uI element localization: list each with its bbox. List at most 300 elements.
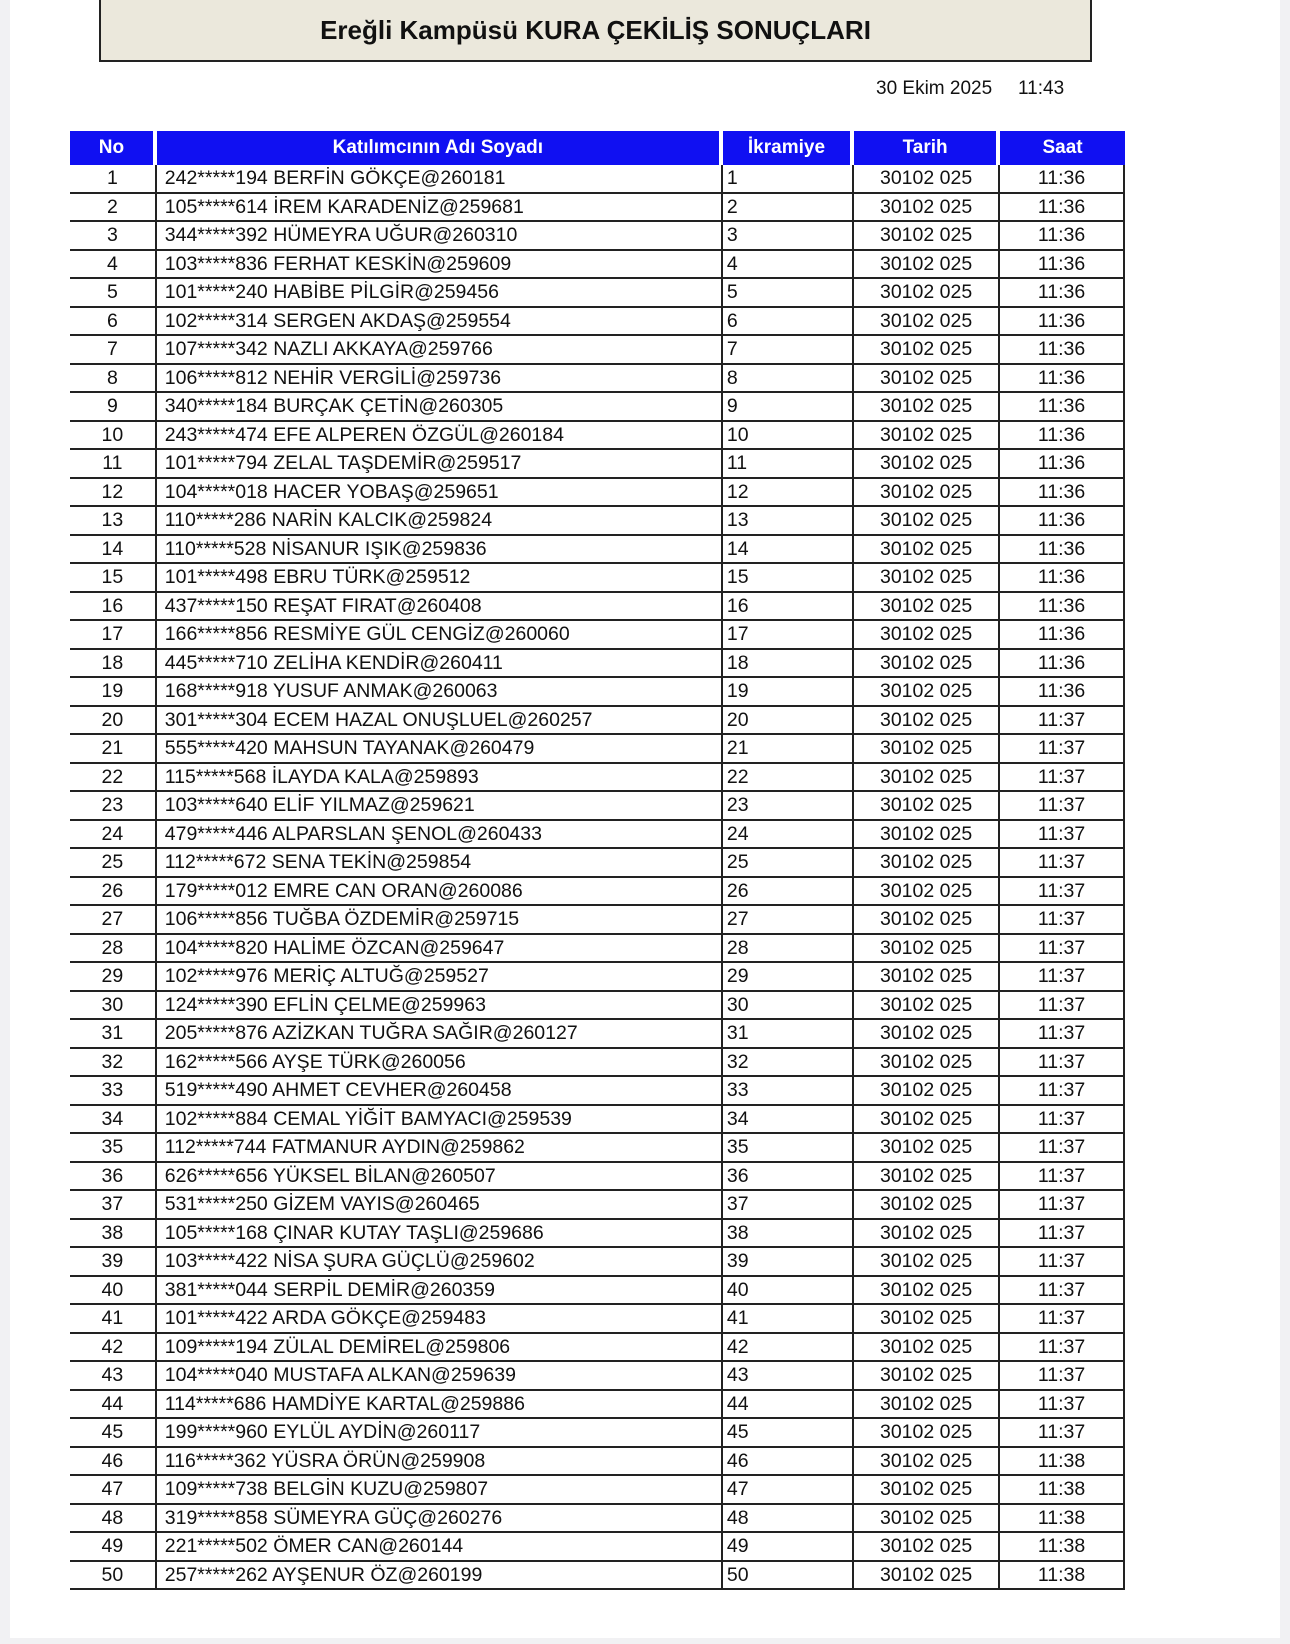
row-number: 38 <box>70 1220 157 1249</box>
draw-date: 30102 025 <box>854 735 1000 764</box>
table-row <box>70 593 1125 622</box>
column-header-date: Tarih <box>854 131 1000 165</box>
row-number: 43 <box>70 1362 157 1391</box>
prize-number: 5 <box>723 279 854 308</box>
draw-time: 11:36 <box>1000 422 1125 451</box>
table-row <box>70 1362 1125 1391</box>
draw-time: 11:37 <box>1000 849 1125 878</box>
draw-date: 30102 025 <box>854 165 1000 194</box>
draw-date: 30102 025 <box>854 1476 1000 1505</box>
draw-date: 30102 025 <box>854 1191 1000 1220</box>
draw-date: 30102 025 <box>854 422 1000 451</box>
prize-number: 45 <box>723 1419 854 1448</box>
draw-time: 11:37 <box>1000 1049 1125 1078</box>
draw-date: 30102 025 <box>854 1077 1000 1106</box>
row-number: 47 <box>70 1476 157 1505</box>
prize-number: 25 <box>723 849 854 878</box>
table-row <box>70 1220 1125 1249</box>
draw-time: 11:36 <box>1000 222 1125 251</box>
prize-number: 16 <box>723 593 854 622</box>
prize-number: 34 <box>723 1106 854 1135</box>
prize-number: 49 <box>723 1533 854 1562</box>
table-row <box>70 1163 1125 1192</box>
table-row <box>70 336 1125 365</box>
table-row <box>70 1419 1125 1448</box>
report-date: 30 Ekim 2025 <box>876 78 993 99</box>
draw-date: 30102 025 <box>854 222 1000 251</box>
prize-number: 33 <box>723 1077 854 1106</box>
draw-date: 30102 025 <box>854 393 1000 422</box>
row-number: 24 <box>70 821 157 850</box>
participant-name: 114*****686 HAMDİYE KARTAL@259886 <box>157 1391 723 1420</box>
prize-number: 10 <box>723 422 854 451</box>
row-number: 25 <box>70 849 157 878</box>
participant-name: 162*****566 AYŞE TÜRK@260056 <box>157 1049 723 1078</box>
prize-number: 9 <box>723 393 854 422</box>
row-number: 27 <box>70 906 157 935</box>
document-page <box>10 0 1280 1638</box>
table-row <box>70 251 1125 280</box>
draw-time: 11:37 <box>1000 1106 1125 1135</box>
prize-number: 35 <box>723 1134 854 1163</box>
participant-name: 179*****012 EMRE CAN ORAN@260086 <box>157 878 723 907</box>
draw-date: 30102 025 <box>854 564 1000 593</box>
row-number: 3 <box>70 222 157 251</box>
draw-time: 11:36 <box>1000 507 1125 536</box>
row-number: 28 <box>70 935 157 964</box>
row-number: 21 <box>70 735 157 764</box>
draw-time: 11:37 <box>1000 992 1125 1021</box>
draw-time: 11:38 <box>1000 1505 1125 1534</box>
draw-time: 11:37 <box>1000 1305 1125 1334</box>
table-row <box>70 1391 1125 1420</box>
table-row <box>70 450 1125 479</box>
participant-name: 103*****836 FERHAT KESKİN@259609 <box>157 251 723 280</box>
draw-date: 30102 025 <box>854 1448 1000 1477</box>
draw-time: 11:37 <box>1000 1248 1125 1277</box>
participant-name: 344*****392 HÜMEYRA UĞUR@260310 <box>157 222 723 251</box>
participant-name: 243*****474 EFE ALPEREN ÖZGÜL@260184 <box>157 422 723 451</box>
table-row <box>70 1191 1125 1220</box>
row-number: 35 <box>70 1134 157 1163</box>
row-number: 33 <box>70 1077 157 1106</box>
draw-date: 30102 025 <box>854 1505 1000 1534</box>
draw-time: 11:37 <box>1000 707 1125 736</box>
prize-number: 21 <box>723 735 854 764</box>
draw-date: 30102 025 <box>854 1277 1000 1306</box>
prize-number: 26 <box>723 878 854 907</box>
draw-date: 30102 025 <box>854 365 1000 394</box>
prize-number: 40 <box>723 1277 854 1306</box>
row-number: 48 <box>70 1505 157 1534</box>
prize-number: 17 <box>723 621 854 650</box>
prize-number: 7 <box>723 336 854 365</box>
prize-number: 42 <box>723 1334 854 1363</box>
draw-time: 11:36 <box>1000 593 1125 622</box>
draw-date: 30102 025 <box>854 1362 1000 1391</box>
prize-number: 12 <box>723 479 854 508</box>
prize-number: 4 <box>723 251 854 280</box>
participant-name: 102*****884 CEMAL YİĞİT BAMYACI@259539 <box>157 1106 723 1135</box>
draw-time: 11:37 <box>1000 821 1125 850</box>
draw-date: 30102 025 <box>854 764 1000 793</box>
participant-name: 166*****856 RESMİYE GÜL CENGİZ@260060 <box>157 621 723 650</box>
prize-number: 22 <box>723 764 854 793</box>
participant-name: 106*****812 NEHİR VERGİLİ@259736 <box>157 365 723 394</box>
table-row <box>70 707 1125 736</box>
table-row <box>70 194 1125 223</box>
row-number: 29 <box>70 963 157 992</box>
draw-date: 30102 025 <box>854 1562 1000 1591</box>
participant-name: 101*****240 HABİBE PİLGİR@259456 <box>157 279 723 308</box>
table-row <box>70 564 1125 593</box>
participant-name: 112*****672 SENA TEKİN@259854 <box>157 849 723 878</box>
table-row <box>70 1476 1125 1505</box>
prize-number: 36 <box>723 1163 854 1192</box>
table-row <box>70 1305 1125 1334</box>
participant-name: 105*****168 ÇINAR KUTAY TAŞLI@259686 <box>157 1220 723 1249</box>
draw-time: 11:37 <box>1000 1077 1125 1106</box>
draw-time: 11:37 <box>1000 792 1125 821</box>
table-row <box>70 393 1125 422</box>
row-number: 31 <box>70 1020 157 1049</box>
participant-name: 555*****420 MAHSUN TAYANAK@260479 <box>157 735 723 764</box>
draw-time: 11:36 <box>1000 564 1125 593</box>
draw-time: 11:36 <box>1000 194 1125 223</box>
row-number: 16 <box>70 593 157 622</box>
table-row <box>70 849 1125 878</box>
participant-name: 106*****856 TUĞBA ÖZDEMİR@259715 <box>157 906 723 935</box>
draw-time: 11:38 <box>1000 1533 1125 1562</box>
table-row <box>70 650 1125 679</box>
table-row <box>70 821 1125 850</box>
participant-name: 340*****184 BURÇAK ÇETİN@260305 <box>157 393 723 422</box>
participant-name: 479*****446 ALPARSLAN ŞENOL@260433 <box>157 821 723 850</box>
draw-time: 11:36 <box>1000 251 1125 280</box>
row-number: 1 <box>70 165 157 194</box>
draw-date: 30102 025 <box>854 251 1000 280</box>
table-row <box>70 1077 1125 1106</box>
table-row <box>70 1533 1125 1562</box>
prize-number: 8 <box>723 365 854 394</box>
table-row <box>70 279 1125 308</box>
participant-name: 205*****876 AZİZKAN TUĞRA SAĞIR@260127 <box>157 1020 723 1049</box>
participant-name: 101*****794 ZELAL TAŞDEMİR@259517 <box>157 450 723 479</box>
participant-name: 101*****498 EBRU TÜRK@259512 <box>157 564 723 593</box>
row-number: 42 <box>70 1334 157 1363</box>
table-row <box>70 1562 1125 1591</box>
draw-time: 11:36 <box>1000 365 1125 394</box>
draw-time: 11:36 <box>1000 621 1125 650</box>
results-table <box>70 131 1125 1590</box>
participant-name: 242*****194 BERFİN GÖKÇE@260181 <box>157 165 723 194</box>
table-row <box>70 735 1125 764</box>
row-number: 13 <box>70 507 157 536</box>
participant-name: 199*****960 EYLÜL AYDİN@260117 <box>157 1419 723 1448</box>
draw-date: 30102 025 <box>854 593 1000 622</box>
table-row <box>70 308 1125 337</box>
table-row <box>70 365 1125 394</box>
participant-name: 104*****820 HALİME ÖZCAN@259647 <box>157 935 723 964</box>
row-number: 40 <box>70 1277 157 1306</box>
table-row <box>70 422 1125 451</box>
row-number: 7 <box>70 336 157 365</box>
draw-date: 30102 025 <box>854 450 1000 479</box>
row-number: 50 <box>70 1562 157 1591</box>
participant-name: 105*****614 İREM KARADENİZ@259681 <box>157 194 723 223</box>
draw-time: 11:37 <box>1000 1277 1125 1306</box>
draw-date: 30102 025 <box>854 650 1000 679</box>
participant-name: 102*****314 SERGEN AKDAŞ@259554 <box>157 308 723 337</box>
table-row <box>70 479 1125 508</box>
draw-time: 11:37 <box>1000 735 1125 764</box>
draw-time: 11:37 <box>1000 1220 1125 1249</box>
draw-time: 11:37 <box>1000 878 1125 907</box>
row-number: 39 <box>70 1248 157 1277</box>
draw-time: 11:37 <box>1000 1191 1125 1220</box>
draw-date: 30102 025 <box>854 878 1000 907</box>
table-row <box>70 764 1125 793</box>
participant-name: 124*****390 EFLİN ÇELME@259963 <box>157 992 723 1021</box>
draw-date: 30102 025 <box>854 1163 1000 1192</box>
prize-number: 50 <box>723 1562 854 1591</box>
draw-time: 11:36 <box>1000 450 1125 479</box>
draw-time: 11:38 <box>1000 1476 1125 1505</box>
participant-name: 109*****738 BELGİN KUZU@259807 <box>157 1476 723 1505</box>
participant-name: 531*****250 GİZEM VAYIS@260465 <box>157 1191 723 1220</box>
participant-name: 103*****640 ELİF YILMAZ@259621 <box>157 792 723 821</box>
draw-time: 11:36 <box>1000 165 1125 194</box>
table-row <box>70 906 1125 935</box>
prize-number: 3 <box>723 222 854 251</box>
row-number: 12 <box>70 479 157 508</box>
draw-date: 30102 025 <box>854 479 1000 508</box>
prize-number: 32 <box>723 1049 854 1078</box>
row-number: 5 <box>70 279 157 308</box>
row-number: 37 <box>70 1191 157 1220</box>
table-header-row <box>70 131 1125 165</box>
row-number: 41 <box>70 1305 157 1334</box>
draw-date: 30102 025 <box>854 1248 1000 1277</box>
draw-date: 30102 025 <box>854 992 1000 1021</box>
draw-time: 11:36 <box>1000 536 1125 565</box>
table-row <box>70 935 1125 964</box>
row-number: 11 <box>70 450 157 479</box>
row-number: 9 <box>70 393 157 422</box>
participant-name: 101*****422 ARDA GÖKÇE@259483 <box>157 1305 723 1334</box>
draw-date: 30102 025 <box>854 906 1000 935</box>
participant-name: 437*****150 REŞAT FIRAT@260408 <box>157 593 723 622</box>
draw-time: 11:37 <box>1000 1362 1125 1391</box>
participant-name: 319*****858 SÜMEYRA GÜÇ@260276 <box>157 1505 723 1534</box>
draw-time: 11:37 <box>1000 1419 1125 1448</box>
prize-number: 38 <box>723 1220 854 1249</box>
participant-name: 102*****976 MERİÇ ALTUĞ@259527 <box>157 963 723 992</box>
report-time: 11:43 <box>1018 78 1065 99</box>
draw-time: 11:37 <box>1000 906 1125 935</box>
prize-number: 46 <box>723 1448 854 1477</box>
table-row <box>70 1505 1125 1534</box>
prize-number: 13 <box>723 507 854 536</box>
table-row <box>70 1248 1125 1277</box>
draw-date: 30102 025 <box>854 678 1000 707</box>
column-header-time: Saat <box>1000 131 1125 165</box>
draw-time: 11:36 <box>1000 479 1125 508</box>
row-number: 32 <box>70 1049 157 1078</box>
page-title: Ereğli Kampüsü KURA ÇEKİLİŞ SONUÇLARI <box>99 0 1092 62</box>
draw-time: 11:36 <box>1000 393 1125 422</box>
draw-time: 11:36 <box>1000 650 1125 679</box>
row-number: 6 <box>70 308 157 337</box>
table-row <box>70 1106 1125 1135</box>
row-number: 20 <box>70 707 157 736</box>
draw-date: 30102 025 <box>854 507 1000 536</box>
participant-name: 221*****502 ÖMER CAN@260144 <box>157 1533 723 1562</box>
prize-number: 15 <box>723 564 854 593</box>
draw-date: 30102 025 <box>854 1334 1000 1363</box>
draw-time: 11:37 <box>1000 935 1125 964</box>
column-header-name: Katılımcının Adı Soyadı <box>157 131 723 165</box>
participant-name: 519*****490 AHMET CEVHER@260458 <box>157 1077 723 1106</box>
prize-number: 19 <box>723 678 854 707</box>
row-number: 14 <box>70 536 157 565</box>
participant-name: 104*****040 MUSTAFA ALKAN@259639 <box>157 1362 723 1391</box>
table-row <box>70 1448 1125 1477</box>
draw-date: 30102 025 <box>854 707 1000 736</box>
prize-number: 48 <box>723 1505 854 1534</box>
table-row <box>70 963 1125 992</box>
row-number: 8 <box>70 365 157 394</box>
table-row <box>70 1134 1125 1163</box>
table-row <box>70 621 1125 650</box>
table-row <box>70 992 1125 1021</box>
draw-time: 11:36 <box>1000 279 1125 308</box>
row-number: 49 <box>70 1533 157 1562</box>
table-row <box>70 878 1125 907</box>
prize-number: 11 <box>723 450 854 479</box>
participant-name: 381*****044 SERPİL DEMİR@260359 <box>157 1277 723 1306</box>
row-number: 23 <box>70 792 157 821</box>
draw-time: 11:38 <box>1000 1562 1125 1591</box>
table-row <box>70 1049 1125 1078</box>
draw-time: 11:38 <box>1000 1448 1125 1477</box>
draw-time: 11:36 <box>1000 678 1125 707</box>
draw-time: 11:36 <box>1000 336 1125 365</box>
draw-date: 30102 025 <box>854 935 1000 964</box>
participant-name: 110*****286 NARİN KALCIK@259824 <box>157 507 723 536</box>
draw-date: 30102 025 <box>854 308 1000 337</box>
participant-name: 116*****362 YÜSRA ÖRÜN@259908 <box>157 1448 723 1477</box>
participant-name: 445*****710 ZELİHA KENDİR@260411 <box>157 650 723 679</box>
participant-name: 257*****262 AYŞENUR ÖZ@260199 <box>157 1562 723 1591</box>
participant-name: 104*****018 HACER YOBAŞ@259651 <box>157 479 723 508</box>
prize-number: 18 <box>723 650 854 679</box>
draw-time: 11:37 <box>1000 1391 1125 1420</box>
row-number: 45 <box>70 1419 157 1448</box>
draw-date: 30102 025 <box>854 821 1000 850</box>
draw-date: 30102 025 <box>854 963 1000 992</box>
participant-name: 109*****194 ZÜLAL DEMİREL@259806 <box>157 1334 723 1363</box>
row-number: 22 <box>70 764 157 793</box>
draw-date: 30102 025 <box>854 1391 1000 1420</box>
prize-number: 31 <box>723 1020 854 1049</box>
prize-number: 39 <box>723 1248 854 1277</box>
table-row <box>70 222 1125 251</box>
row-number: 30 <box>70 992 157 1021</box>
prize-number: 41 <box>723 1305 854 1334</box>
draw-date: 30102 025 <box>854 1419 1000 1448</box>
draw-date: 30102 025 <box>854 279 1000 308</box>
draw-time: 11:37 <box>1000 1334 1125 1363</box>
draw-date: 30102 025 <box>854 194 1000 223</box>
prize-number: 37 <box>723 1191 854 1220</box>
prize-number: 47 <box>723 1476 854 1505</box>
draw-date: 30102 025 <box>854 621 1000 650</box>
draw-date: 30102 025 <box>854 1533 1000 1562</box>
prize-number: 44 <box>723 1391 854 1420</box>
row-number: 19 <box>70 678 157 707</box>
participant-name: 103*****422 NİSA ŞURA GÜÇLÜ@259602 <box>157 1248 723 1277</box>
row-number: 18 <box>70 650 157 679</box>
row-number: 17 <box>70 621 157 650</box>
row-number: 2 <box>70 194 157 223</box>
draw-date: 30102 025 <box>854 849 1000 878</box>
participant-name: 626*****656 YÜKSEL BİLAN@260507 <box>157 1163 723 1192</box>
participant-name: 115*****568 İLAYDA KALA@259893 <box>157 764 723 793</box>
prize-number: 28 <box>723 935 854 964</box>
draw-date: 30102 025 <box>854 536 1000 565</box>
table-row <box>70 507 1125 536</box>
table-row <box>70 165 1125 194</box>
column-header-no: No <box>70 131 157 165</box>
draw-date: 30102 025 <box>854 1020 1000 1049</box>
prize-number: 2 <box>723 194 854 223</box>
table-row <box>70 792 1125 821</box>
participant-name: 110*****528 NİSANUR IŞIK@259836 <box>157 536 723 565</box>
draw-date: 30102 025 <box>854 336 1000 365</box>
participant-name: 301*****304 ECEM HAZAL ONUŞLUEL@260257 <box>157 707 723 736</box>
row-number: 44 <box>70 1391 157 1420</box>
prize-number: 30 <box>723 992 854 1021</box>
draw-time: 11:37 <box>1000 1020 1125 1049</box>
draw-date: 30102 025 <box>854 1134 1000 1163</box>
table-row <box>70 1020 1125 1049</box>
column-header-prize: İkramiye <box>723 131 854 165</box>
prize-number: 14 <box>723 536 854 565</box>
row-number: 46 <box>70 1448 157 1477</box>
participant-name: 168*****918 YUSUF ANMAK@260063 <box>157 678 723 707</box>
row-number: 4 <box>70 251 157 280</box>
prize-number: 24 <box>723 821 854 850</box>
draw-time: 11:37 <box>1000 1134 1125 1163</box>
row-number: 36 <box>70 1163 157 1192</box>
draw-time: 11:37 <box>1000 1163 1125 1192</box>
table-row <box>70 536 1125 565</box>
draw-time: 11:37 <box>1000 963 1125 992</box>
draw-time: 11:37 <box>1000 764 1125 793</box>
prize-number: 1 <box>723 165 854 194</box>
row-number: 15 <box>70 564 157 593</box>
row-number: 34 <box>70 1106 157 1135</box>
table-row <box>70 1334 1125 1363</box>
prize-number: 27 <box>723 906 854 935</box>
row-number: 10 <box>70 422 157 451</box>
row-number: 26 <box>70 878 157 907</box>
draw-date: 30102 025 <box>854 792 1000 821</box>
prize-number: 20 <box>723 707 854 736</box>
prize-number: 43 <box>723 1362 854 1391</box>
prize-number: 23 <box>723 792 854 821</box>
